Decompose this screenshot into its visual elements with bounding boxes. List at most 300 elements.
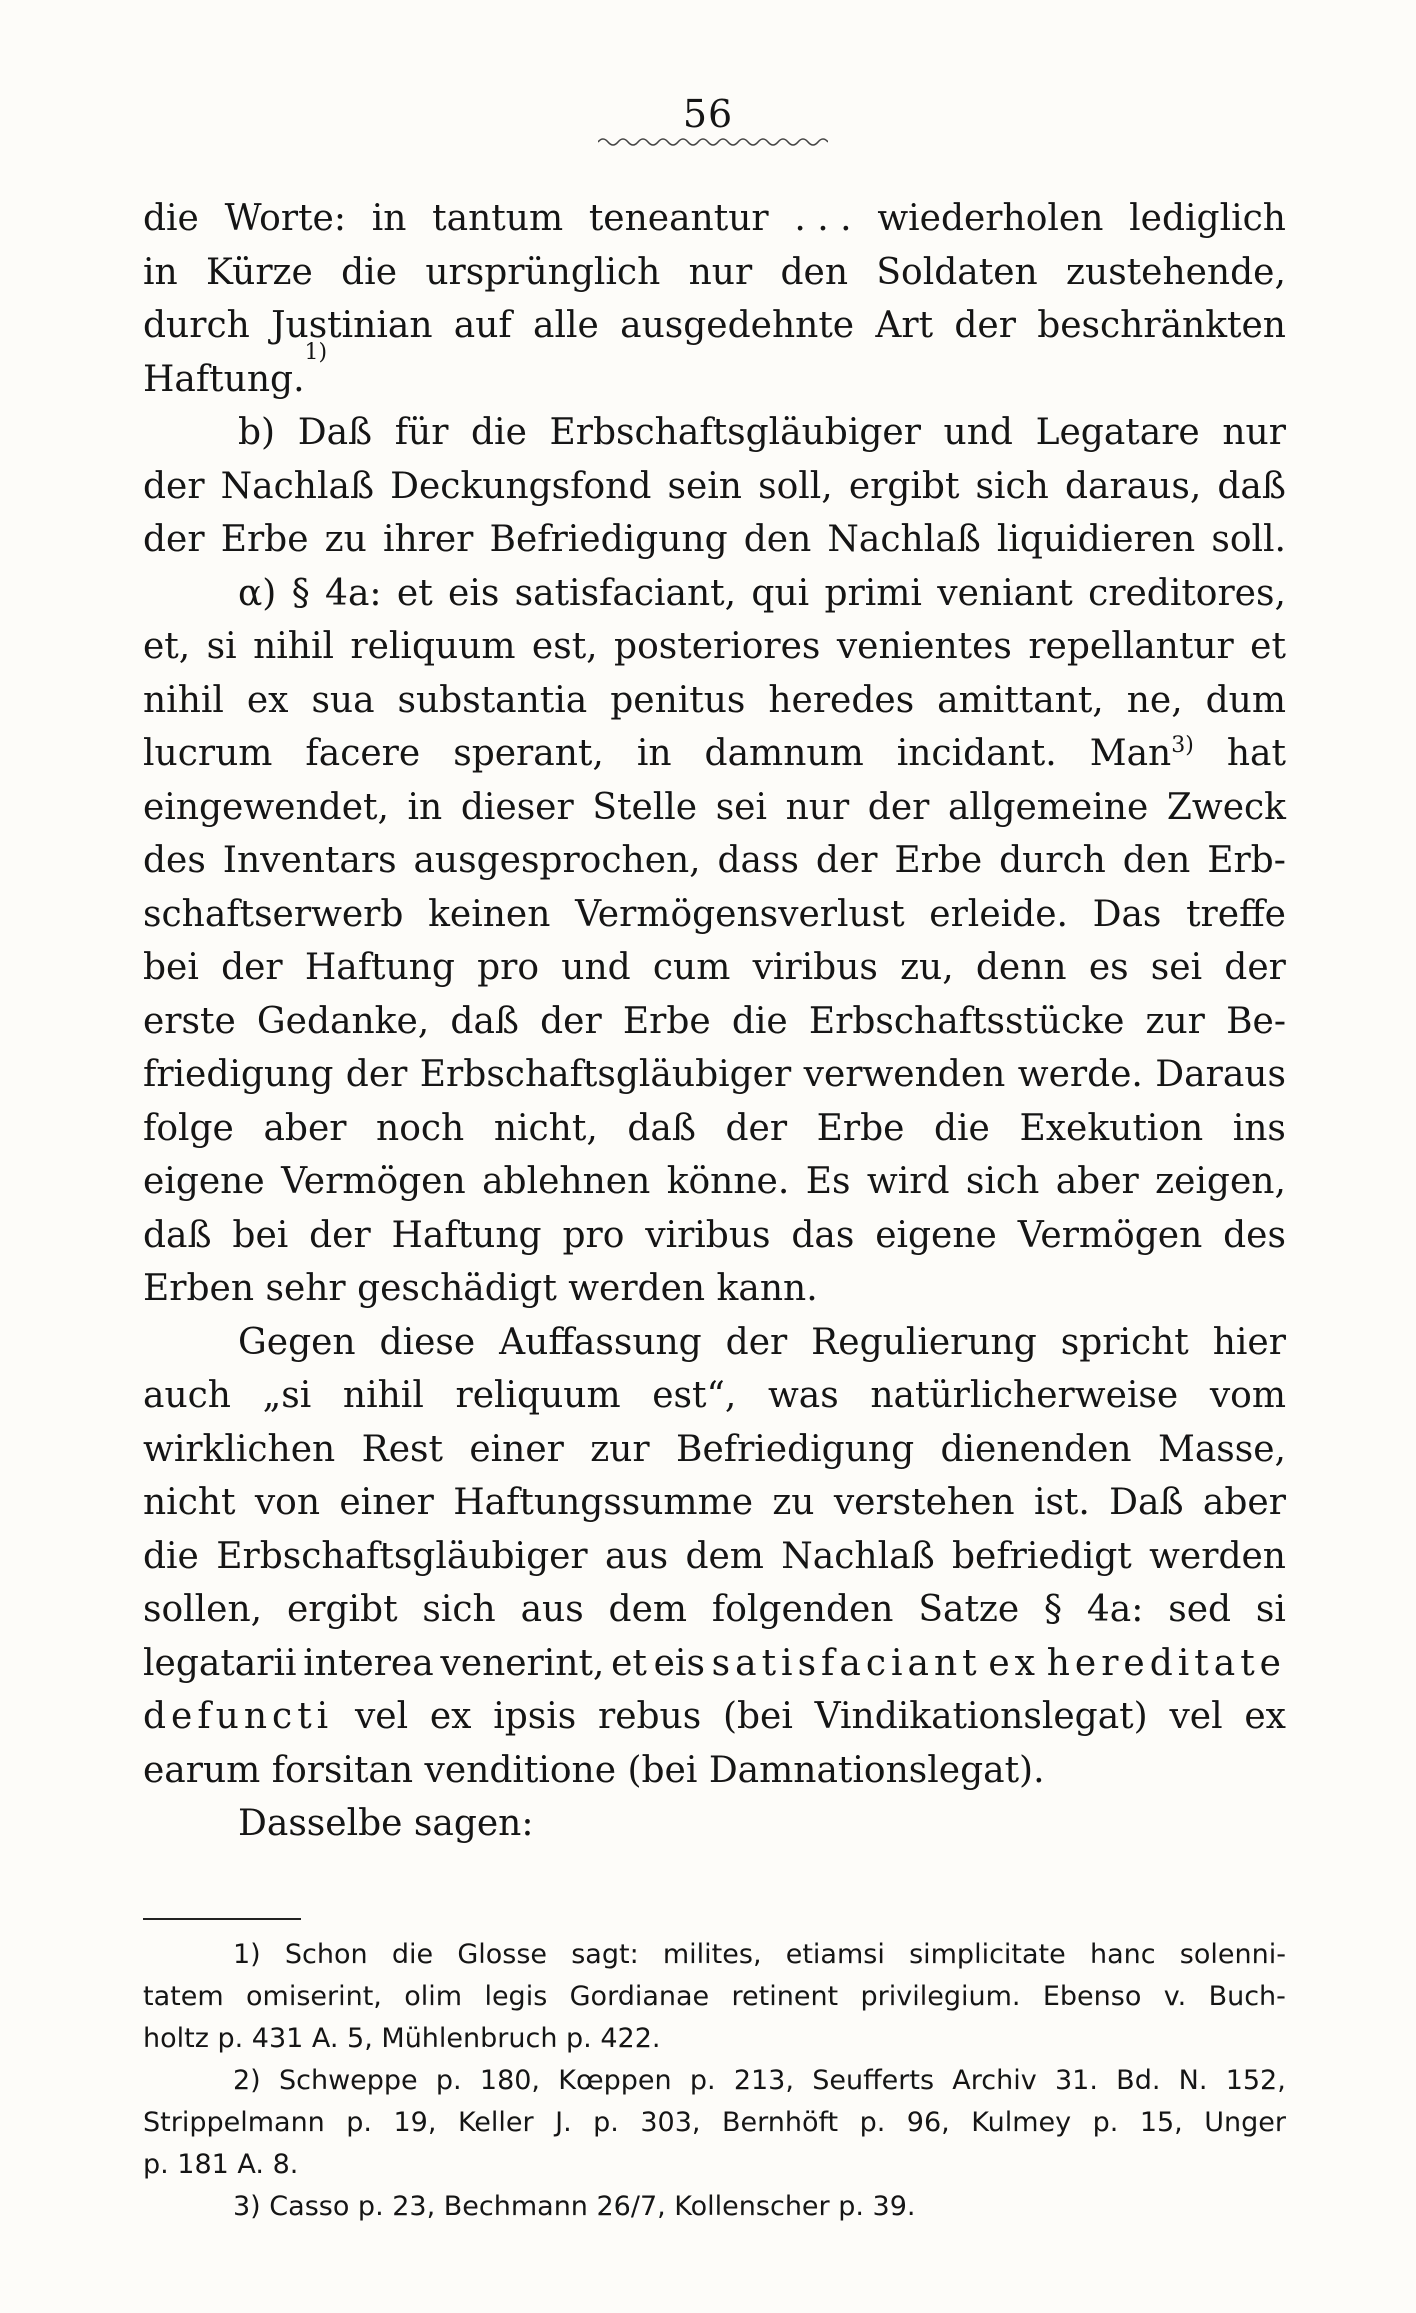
word: 4a: xyxy=(325,572,382,614)
word: verwenden xyxy=(803,1054,1006,1095)
word: Erbschaftsstücke xyxy=(808,1000,1125,1042)
word: das xyxy=(791,1214,855,1256)
word: ihrer xyxy=(382,519,474,560)
word: substantia xyxy=(397,679,588,721)
footnote-word: 31. xyxy=(1054,2065,1098,2096)
footnote-line xyxy=(143,2060,1286,2102)
word: der xyxy=(540,1000,602,1042)
word: vel xyxy=(354,1696,409,1737)
word: Justinian xyxy=(271,305,433,346)
word: dum xyxy=(1205,679,1286,721)
word: zur xyxy=(590,1428,650,1470)
footnote-ref: 1) xyxy=(304,339,328,365)
text-line xyxy=(143,1744,1286,1798)
footnote-word: p. xyxy=(689,2065,716,2096)
word: hier xyxy=(1212,1321,1286,1363)
word: reliquum xyxy=(455,1375,621,1416)
word: § xyxy=(1044,1589,1063,1630)
footnote-word: 1) xyxy=(233,1939,261,1970)
footnote-word: J. xyxy=(555,2107,572,2138)
word: Deckungsfond xyxy=(390,465,652,507)
text-line xyxy=(143,888,1286,942)
word: legatarii xyxy=(143,1642,297,1684)
word: einer xyxy=(339,1482,434,1523)
word: . . . xyxy=(794,198,852,239)
footnote-line xyxy=(143,2144,1286,2186)
word: Erbschaftsgläubiger xyxy=(419,1054,792,1095)
footnote-word: retinent xyxy=(731,1981,839,2012)
text-segment: Haftung. xyxy=(143,358,305,400)
word: Erbe xyxy=(816,1107,905,1149)
word: in xyxy=(407,786,443,828)
word: nur xyxy=(688,251,753,293)
footnote-line xyxy=(143,2018,1286,2060)
footnote-word: legis xyxy=(484,1981,548,2012)
word: Worte: xyxy=(224,198,346,239)
word: dass xyxy=(717,840,799,881)
text-line xyxy=(143,1102,1286,1156)
word: Nachlaß xyxy=(781,1535,935,1577)
footnote-word: etiamsi xyxy=(785,1939,885,1970)
footnote-word: v. xyxy=(1163,1981,1187,2012)
word: des xyxy=(143,840,206,881)
word: Be- xyxy=(1226,1000,1286,1042)
word: cum xyxy=(652,947,731,988)
word: ex xyxy=(988,1642,1040,1684)
word: § xyxy=(291,572,310,614)
footnote-line xyxy=(143,1934,1286,1976)
word: repellantur xyxy=(1028,626,1234,667)
footnote-line xyxy=(143,2186,1286,2228)
word: Haftungssumme xyxy=(453,1482,754,1523)
footnote-word: Seufferts xyxy=(812,2065,935,2096)
word: qui xyxy=(751,572,810,614)
word: Nachlaß xyxy=(827,519,981,560)
word: der xyxy=(345,1054,408,1095)
word: b) xyxy=(238,412,276,453)
word: teneantur xyxy=(588,198,769,239)
footnote-word: p. xyxy=(346,2107,373,2138)
word: et, xyxy=(143,626,191,667)
word: Daß xyxy=(297,412,373,453)
word: sei xyxy=(715,786,767,828)
footnote-word: Bd. xyxy=(1116,2065,1161,2096)
word: ursprünglich xyxy=(425,251,661,293)
word: damnum xyxy=(704,733,864,774)
footnote-word: p. xyxy=(593,2107,619,2138)
text-segment: earum forsitan venditione (bei Damnationslegat). xyxy=(143,1749,1045,1791)
word: die xyxy=(471,412,527,453)
footnote-word: Unger xyxy=(1204,2107,1286,2138)
word: incidant. xyxy=(896,733,1057,774)
word: (bei xyxy=(722,1696,793,1737)
footnote-word: N. xyxy=(1178,2065,1208,2096)
word: liquidieren xyxy=(996,519,1196,560)
word: durch xyxy=(999,840,1106,881)
word: si xyxy=(1255,1589,1286,1630)
text-segment: Dasselbe sagen: xyxy=(238,1803,534,1844)
text-line xyxy=(143,995,1286,1049)
word: dienenden xyxy=(940,1428,1132,1470)
word: zu xyxy=(324,519,367,560)
text-line xyxy=(143,513,1286,567)
footnote-word: Ebenso xyxy=(1042,1981,1142,2012)
word: nihil xyxy=(253,626,334,667)
text-line xyxy=(143,781,1286,835)
word: ergibt xyxy=(848,465,960,507)
footnote-word: p. xyxy=(859,2107,886,2138)
word: die xyxy=(341,251,398,293)
word: Daß xyxy=(1109,1482,1184,1523)
word: Exekution xyxy=(1019,1107,1204,1149)
word: zu xyxy=(772,1482,815,1523)
word: bei xyxy=(232,1214,289,1256)
word: in xyxy=(636,733,672,774)
word: penitus xyxy=(610,679,746,721)
text-line xyxy=(143,620,1286,674)
text-segment: Erben sehr geschädigt werden kann. xyxy=(143,1268,818,1309)
word: werde. xyxy=(1017,1054,1143,1095)
word: erste xyxy=(143,1000,236,1042)
word: Haftung xyxy=(304,947,455,988)
word: Erbe xyxy=(220,519,309,560)
word: primi xyxy=(824,572,922,614)
word: defuncti xyxy=(143,1696,334,1737)
word: Erbschaftsgläubiger xyxy=(549,412,921,453)
footnote-segment: holtz p. 431 A. 5, Mühlenbruch p. 422. xyxy=(143,2023,661,2054)
word: der xyxy=(867,786,930,828)
footnote-word: 152, xyxy=(1225,2065,1286,2096)
footnote-word: Strippelmann xyxy=(143,2107,325,2138)
word xyxy=(1090,727,1194,781)
word: creditores, xyxy=(1088,572,1286,614)
footnote-word: Archiv xyxy=(952,2065,1037,2096)
word: ausgedehnte xyxy=(620,305,855,346)
word: reliquum xyxy=(350,626,516,667)
word: der xyxy=(221,947,283,988)
text-line xyxy=(143,1637,1286,1691)
footnote-word: omiserint, xyxy=(246,1981,382,2012)
footnote-word: Buch- xyxy=(1208,1981,1286,2012)
word: et xyxy=(1250,626,1286,667)
footnote-word: privilegium. xyxy=(860,1981,1021,2012)
word: viribus xyxy=(645,1214,771,1256)
word: Es xyxy=(805,1161,851,1202)
word: schaftserwerb xyxy=(143,893,404,935)
word: nihil xyxy=(342,1375,424,1416)
word: zu, xyxy=(900,947,954,988)
word: Das xyxy=(1092,893,1162,935)
word: Rest xyxy=(361,1428,443,1470)
word: durch xyxy=(143,305,250,346)
word: daß xyxy=(1217,465,1286,507)
footnote-word: Schweppe xyxy=(278,2065,418,2096)
word: sollen, xyxy=(143,1589,263,1630)
word: Soldaten xyxy=(876,251,1038,293)
text-line xyxy=(143,192,1286,246)
word: lucrum xyxy=(143,733,273,774)
footnote-word: Glosse xyxy=(457,1939,548,1970)
word: auf xyxy=(453,305,512,346)
word: heredes xyxy=(768,679,915,721)
word: wird xyxy=(866,1161,950,1202)
word: den xyxy=(780,251,849,293)
text-line xyxy=(143,674,1286,728)
word: nicht xyxy=(143,1482,236,1523)
text-line xyxy=(143,834,1286,888)
word: werden xyxy=(1149,1535,1286,1577)
word: wirklichen xyxy=(143,1428,336,1470)
text-line xyxy=(143,1690,1286,1744)
word: ex xyxy=(429,1696,472,1737)
word: befriedigt xyxy=(951,1535,1132,1577)
word: alle xyxy=(533,305,599,346)
word: zeigen, xyxy=(1155,1161,1286,1202)
word: nur xyxy=(1222,412,1286,453)
footnote-word: 180, xyxy=(479,2065,541,2096)
word: hat xyxy=(1226,733,1286,774)
word: Masse, xyxy=(1157,1428,1286,1470)
footnote-ref: 3) xyxy=(1171,733,1194,758)
word: pro xyxy=(477,947,540,988)
word: ergibt xyxy=(286,1589,398,1630)
word: ist. xyxy=(1033,1482,1090,1523)
word: ipsis xyxy=(493,1696,577,1737)
word: in xyxy=(371,198,407,239)
word: allgemeine xyxy=(947,786,1149,828)
footnotes xyxy=(143,1934,1286,2228)
word: verstehen xyxy=(833,1482,1015,1523)
word: aber xyxy=(1055,1161,1139,1202)
word: der xyxy=(1224,947,1286,988)
word: und xyxy=(561,947,631,988)
word: sperant, xyxy=(453,733,604,774)
word: Vindikationslegat) xyxy=(814,1696,1148,1737)
text-line xyxy=(143,1797,1286,1851)
word: für xyxy=(394,412,449,453)
word: Vermögen xyxy=(281,1161,466,1202)
word: daraus, xyxy=(1064,465,1202,507)
word: interea xyxy=(303,1642,434,1684)
word: Regulierung xyxy=(811,1321,1037,1363)
word: sua xyxy=(311,679,375,721)
word: aus xyxy=(520,1589,584,1630)
word: Kürze xyxy=(206,251,313,293)
word: bei xyxy=(143,947,199,988)
word: zur xyxy=(1145,1000,1205,1042)
text-line xyxy=(143,727,1286,781)
word: Nachlaß xyxy=(220,465,375,507)
word: Art xyxy=(875,305,934,346)
word: ausgesprochen, xyxy=(413,840,701,881)
word: der xyxy=(954,305,1016,346)
word: daß xyxy=(450,1000,519,1042)
word: Vermögen xyxy=(1017,1214,1203,1256)
word: die xyxy=(143,198,199,239)
word: ex xyxy=(246,679,289,721)
footnote-word: 96, xyxy=(906,2107,950,2138)
word: eis xyxy=(448,572,500,614)
word: facere xyxy=(305,733,421,774)
word: pro xyxy=(562,1214,625,1256)
word: et xyxy=(611,1642,647,1684)
word: nihil xyxy=(143,679,224,721)
wavy-ornament xyxy=(598,128,828,150)
word: der xyxy=(143,465,205,507)
word: et xyxy=(396,572,433,614)
word: Erb- xyxy=(1207,840,1286,881)
word: den xyxy=(1122,840,1191,881)
text-line xyxy=(143,406,1286,460)
word: Vermögensverlust xyxy=(575,893,905,935)
text-line xyxy=(143,1262,1286,1316)
word: der xyxy=(815,840,878,881)
word: dieser xyxy=(460,786,574,828)
word: 4a: xyxy=(1086,1589,1144,1630)
word: Satze xyxy=(918,1589,1020,1630)
word: folgenden xyxy=(711,1589,894,1630)
text-line xyxy=(143,1316,1286,1370)
word: viribus xyxy=(752,947,878,988)
text-line xyxy=(143,1369,1286,1423)
footnote-word: Kœppen xyxy=(558,2065,672,2096)
text-line xyxy=(143,246,1286,300)
word: satisfaciant xyxy=(711,1642,982,1684)
word: keinen xyxy=(428,893,551,935)
footnote-divider xyxy=(143,1918,301,1920)
word: vom xyxy=(1209,1375,1286,1416)
word: Zweck xyxy=(1166,786,1286,828)
word: auch xyxy=(143,1375,231,1416)
footnote-word: 213, xyxy=(733,2065,794,2096)
word: der xyxy=(309,1214,371,1256)
word: Inventars xyxy=(222,840,397,881)
text-line xyxy=(143,1155,1286,1209)
word: Befriedigung xyxy=(675,1428,915,1470)
word: tantum xyxy=(432,198,564,239)
footnote-word: 2) xyxy=(233,2065,261,2096)
footnote-word: milites, xyxy=(662,1939,762,1970)
word: daß xyxy=(627,1107,696,1149)
word: Erbschaftsgläubiger xyxy=(216,1535,588,1577)
footnote-word: simplicitate xyxy=(909,1939,1066,1970)
word: sich xyxy=(422,1589,496,1630)
footnote-word: solenni- xyxy=(1179,1939,1286,1970)
word: rebus xyxy=(597,1696,702,1737)
word: venientes xyxy=(836,626,1012,667)
word: noch xyxy=(376,1107,465,1149)
word: Stelle xyxy=(592,786,698,828)
word: ablehnen xyxy=(482,1161,651,1202)
word: folge xyxy=(143,1107,234,1149)
footnote-word: Gordianae xyxy=(569,1981,710,2012)
word: friedigung xyxy=(143,1054,334,1095)
word: ex xyxy=(1244,1696,1286,1737)
text-line xyxy=(143,567,1286,621)
text-line xyxy=(143,1583,1286,1637)
footnote-line xyxy=(143,1976,1286,2018)
word: der xyxy=(725,1321,788,1363)
word: eis xyxy=(653,1642,705,1684)
word: aus xyxy=(604,1535,669,1577)
word: ins xyxy=(1232,1107,1286,1149)
word: Befriedigung xyxy=(489,519,728,560)
word: Legatare xyxy=(1035,412,1200,453)
word: einer xyxy=(469,1428,564,1470)
word: diese xyxy=(379,1321,476,1363)
word: es xyxy=(1088,947,1129,988)
word: was xyxy=(767,1375,839,1416)
footnote-word: 15, xyxy=(1139,2107,1183,2138)
word: sich xyxy=(965,1161,1040,1202)
word: si xyxy=(206,626,237,667)
word: est“, xyxy=(652,1375,737,1416)
word: Gegen xyxy=(238,1321,356,1363)
footnote-word: tatem xyxy=(143,1981,224,2012)
text-line xyxy=(143,339,1286,407)
word: denn xyxy=(975,947,1067,988)
text-line xyxy=(143,460,1286,514)
word: treffe xyxy=(1186,893,1286,935)
word: die xyxy=(731,1000,788,1042)
footnote-word: olim xyxy=(404,1981,463,2012)
word: des xyxy=(1223,1214,1286,1256)
word: daß xyxy=(143,1214,212,1256)
footnote-word: Keller xyxy=(457,2107,534,2138)
word: könne. xyxy=(666,1161,790,1202)
word: dem xyxy=(685,1535,764,1577)
footnote-word: die xyxy=(391,1939,434,1970)
footnote-word: Bernhöft xyxy=(721,2107,839,2138)
footnote-word: 303, xyxy=(640,2107,701,2138)
word: sei xyxy=(1150,947,1203,988)
word: zustehende, xyxy=(1066,251,1286,293)
text-line xyxy=(143,1423,1286,1477)
word: satisfaciant, xyxy=(514,572,737,614)
word: soll, xyxy=(758,465,833,507)
word: soll. xyxy=(1211,519,1286,560)
word: „si xyxy=(262,1375,312,1416)
word: wiederholen xyxy=(877,198,1104,239)
word: sein xyxy=(667,465,742,507)
word: Erbe xyxy=(894,840,983,881)
footnote-word: Kulmey xyxy=(971,2107,1072,2138)
word: sich xyxy=(975,465,1049,507)
word: in xyxy=(143,251,178,293)
word: Erbe xyxy=(622,1000,711,1042)
word: die xyxy=(143,1535,199,1577)
footnote-word: 19, xyxy=(393,2107,437,2138)
footnote-word: hanc xyxy=(1089,1939,1156,1970)
word: aber xyxy=(1202,1482,1286,1523)
word: lediglich xyxy=(1129,198,1286,239)
word: von xyxy=(254,1482,321,1523)
word: eigene xyxy=(143,1161,265,1202)
word: sed xyxy=(1168,1589,1232,1630)
word: amittant, xyxy=(937,679,1104,721)
footnote-word: p. xyxy=(435,2065,462,2096)
word: Auffassung xyxy=(499,1321,702,1363)
word: eigene xyxy=(875,1214,997,1256)
text-line xyxy=(143,1048,1286,1102)
word: die xyxy=(934,1107,990,1149)
footnote-word: sagt: xyxy=(571,1939,639,1970)
footnote-word: p. xyxy=(1092,2107,1119,2138)
word: erleide. xyxy=(929,893,1068,935)
word: der xyxy=(143,519,205,560)
word: und xyxy=(943,412,1013,453)
footnote-line xyxy=(143,2102,1286,2144)
